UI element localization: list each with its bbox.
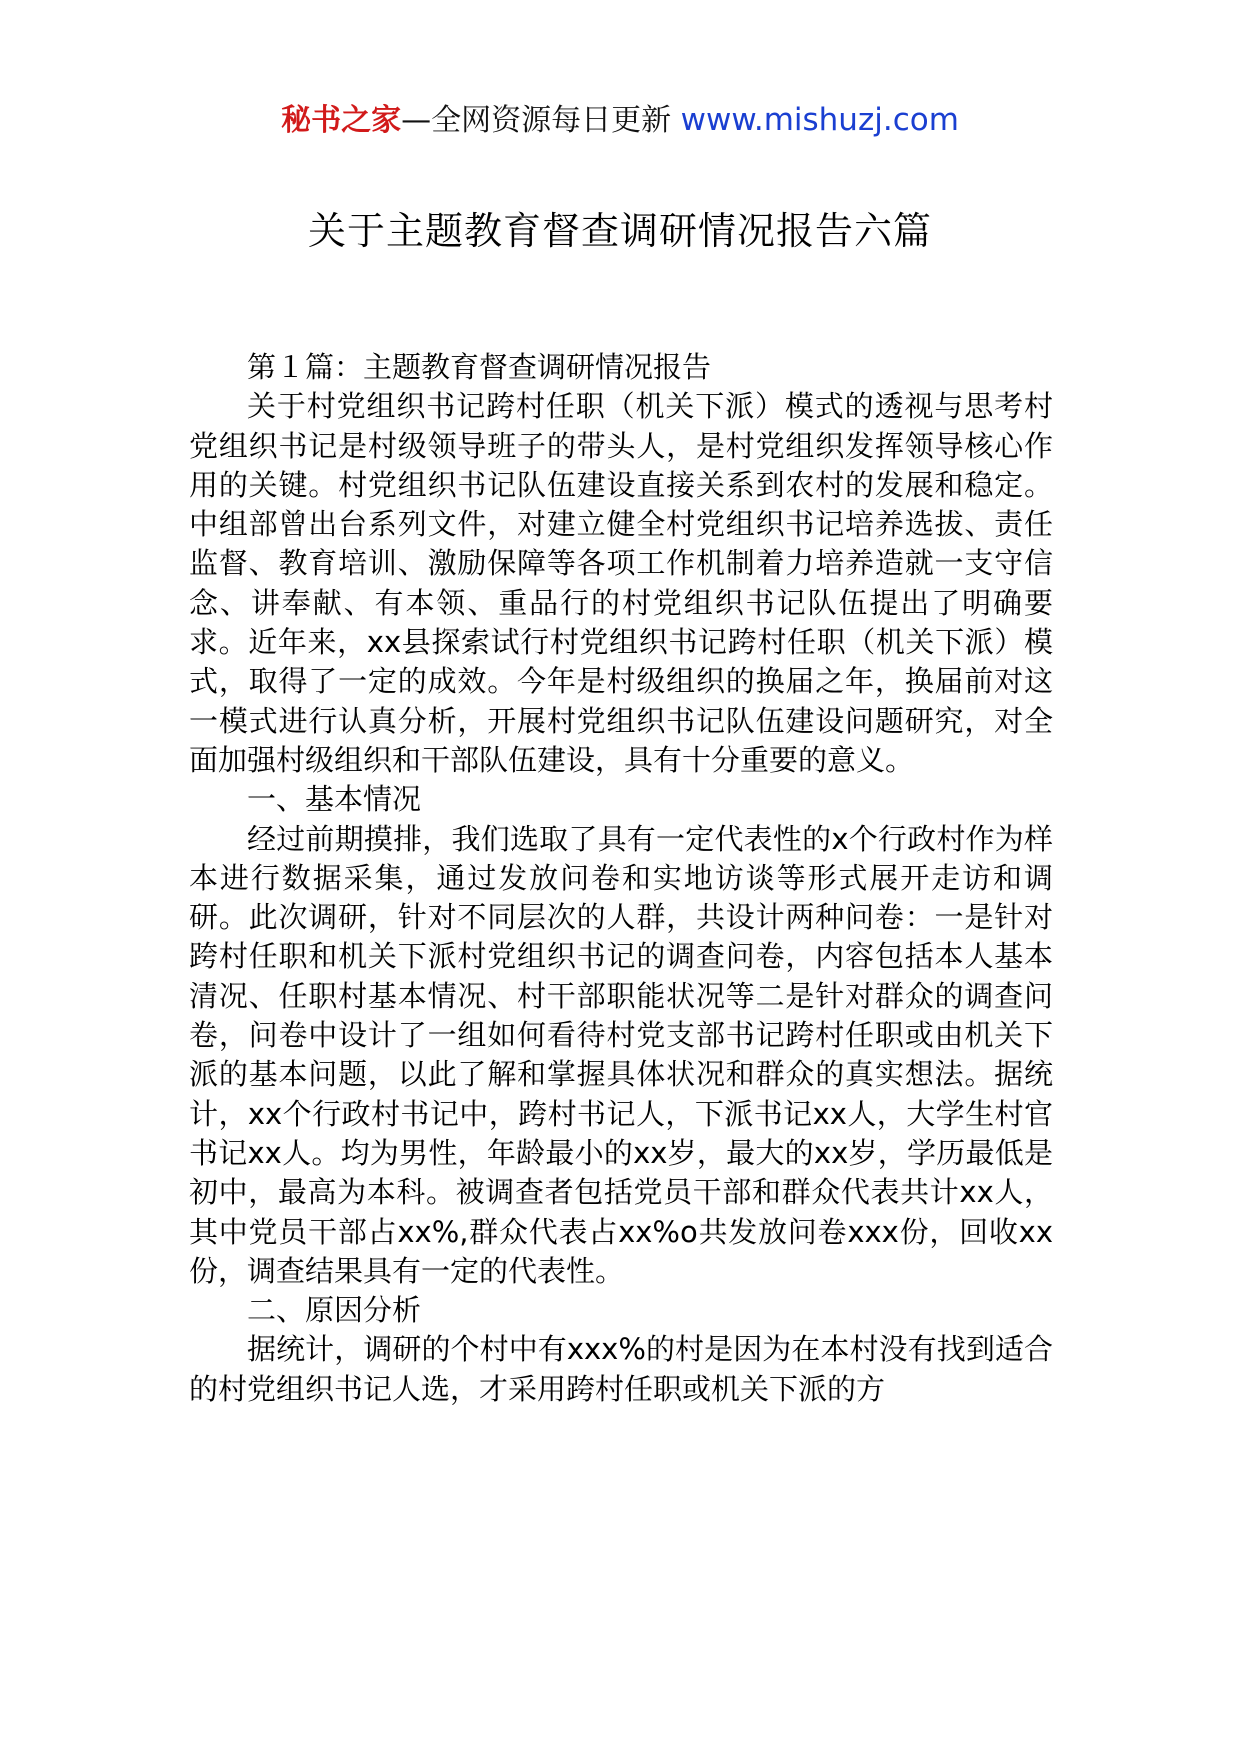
site-url-link[interactable]: www.mishuzj.com — [680, 102, 959, 138]
article-subtitle: 第１篇：主题教育督查调研情况报告 — [247, 350, 712, 384]
document-title: 关于主题教育督查调研情况报告六篇 — [307, 209, 932, 253]
cause-analysis-paragraph: 据统计，调研的个村中有xxx%的村是因为在本村没有找到适合的村党组织书记人选，才采用跨村任职或机关下派的方 — [189, 1332, 1053, 1406]
intro-paragraph: 关于村党组织书记跨村任职（机关下派）模式的透视与思考村党组织书记是村级领导班子的带头人，是村党组织发挥领导核心作用的关键。村党组织书记队伍建设直接关系到农村的发展和稳定。中组部曾出台系列文件，对建立健全村党组织书记培养选拔、责任监督、教育培训、激励保障等各项工作机制着力培养造就一支守信念、讲奉献、有本领、重品行的村党组织书记队伍提出了明确要求。近年来，xx县探索试行村党组织书记跨村任职（机关下派）模式，取得了一定的成效。今年是村级组织的换届之年，换届前对这一模式进行认真分析，开展村党组织书记队伍建设问题研究，对全面加强村级组织和干部队伍建设，具有十分重要的意义。 — [189, 389, 1053, 777]
site-header — [0, 100, 1240, 141]
site-brand: 秘书之家 — [281, 103, 402, 138]
section-heading-basic-situation: 一、基本情况 — [247, 782, 422, 817]
basic-situation-paragraph: 经过前期摸排，我们选取了具有一定代表性的x个行政村作为样本进行数据采集，通过发放问卷和实地访谈等形式展开走访和调研。此次调研，针对不同层次的人群，共设计两种问卷：一是针对跨村任职和机关下派村党组织书记的调查问卷，内容包括本人基本清况、任职村基本情况、村干部职能状况等二是针对群众的调查问卷，问卷中设计了一组如何看待村党支部书记跨村任职或由机关下派的基本问题，以此了解和掌握具体状况和群众的真实想法。据统计，xx个行政村书记中，跨村书记人，下派书记xx人，大学生村官书记xx人。均为男性，年龄最小的xx岁，最大的xx岁，学历最低是初中，最高为本科。被调查者包括党员干部和群众代表共计xx人，其中党员干部占xx%,群众代表占xx%o共发放问卷xxx份，回收xx份，调查结果具有一定的代表性。 — [189, 821, 1053, 1288]
section-heading-cause-analysis: 二、原因分析 — [247, 1293, 422, 1328]
site-tagline: —全网资源每日更新 — [401, 103, 672, 138]
article-body — [189, 348, 1053, 1409]
